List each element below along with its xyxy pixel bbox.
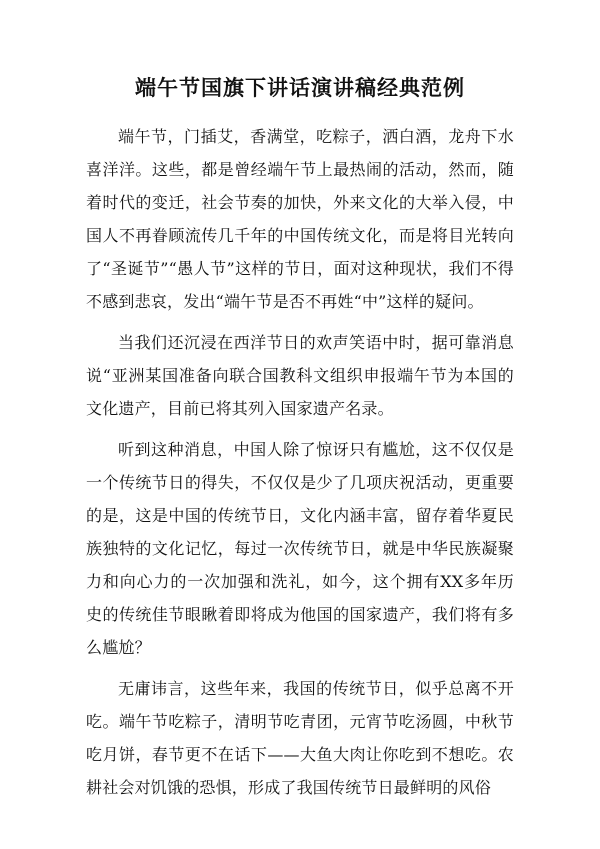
document-title: 端午节国旗下讲话演讲稿经典范例 bbox=[135, 76, 465, 100]
paragraph-2: 当我们还沉浸在西洋节日的欢声笑语中时，据可靠消息说“亚洲某国准备向联合国教科文组织申报端午节为本国的文化遗产，目前已将其列入国家遗产名录。 bbox=[86, 333, 514, 418]
paragraph-4: 无庸讳言，这些年来，我国的传统节日，似乎总离不开吃。端午节吃粽子，清明节吃青团，元宵节吃汤圆，中秋节吃月饼，春节更不在话下——大鱼大肉让你吃到不想吃。农耕社会对饥饿的恐惧，形成了我国传统节日最鲜明的风俗 bbox=[86, 679, 514, 797]
paragraph-3: 听到这种消息，中国人除了惊讶只有尴尬，这不仅仅是一个传统节日的得失，不仅仅是少了几项庆祝活动，更重要的是，这是中国的传统节日，文化内涵丰富，留存着华夏民族独特的文化记忆，每过一次传统节日，就是中华民族凝聚力和向心力的一次加强和洗礼，如今，这个拥有XX多年历史的传统佳节眼瞅着即将成为他国的国家遗产，我们将有多么尴尬？ bbox=[86, 440, 514, 657]
paragraph-1: 端午节，门插艾，香满堂，吃粽子，洒白酒，龙舟下水喜洋洋。这些，都是曾经端午节上最热闹的活动，然而，随着时代的变迁，社会节奏的加快，外来文化的大举入侵，中国人不再眷顾流传几千年的中国传统文化，而是将目光转向了“圣诞节”“愚人节”这样的节日，面对这种现状，我们不得不感到悲哀，发出“端午节是否不再姓“中”这样的疑问。 bbox=[86, 127, 514, 311]
